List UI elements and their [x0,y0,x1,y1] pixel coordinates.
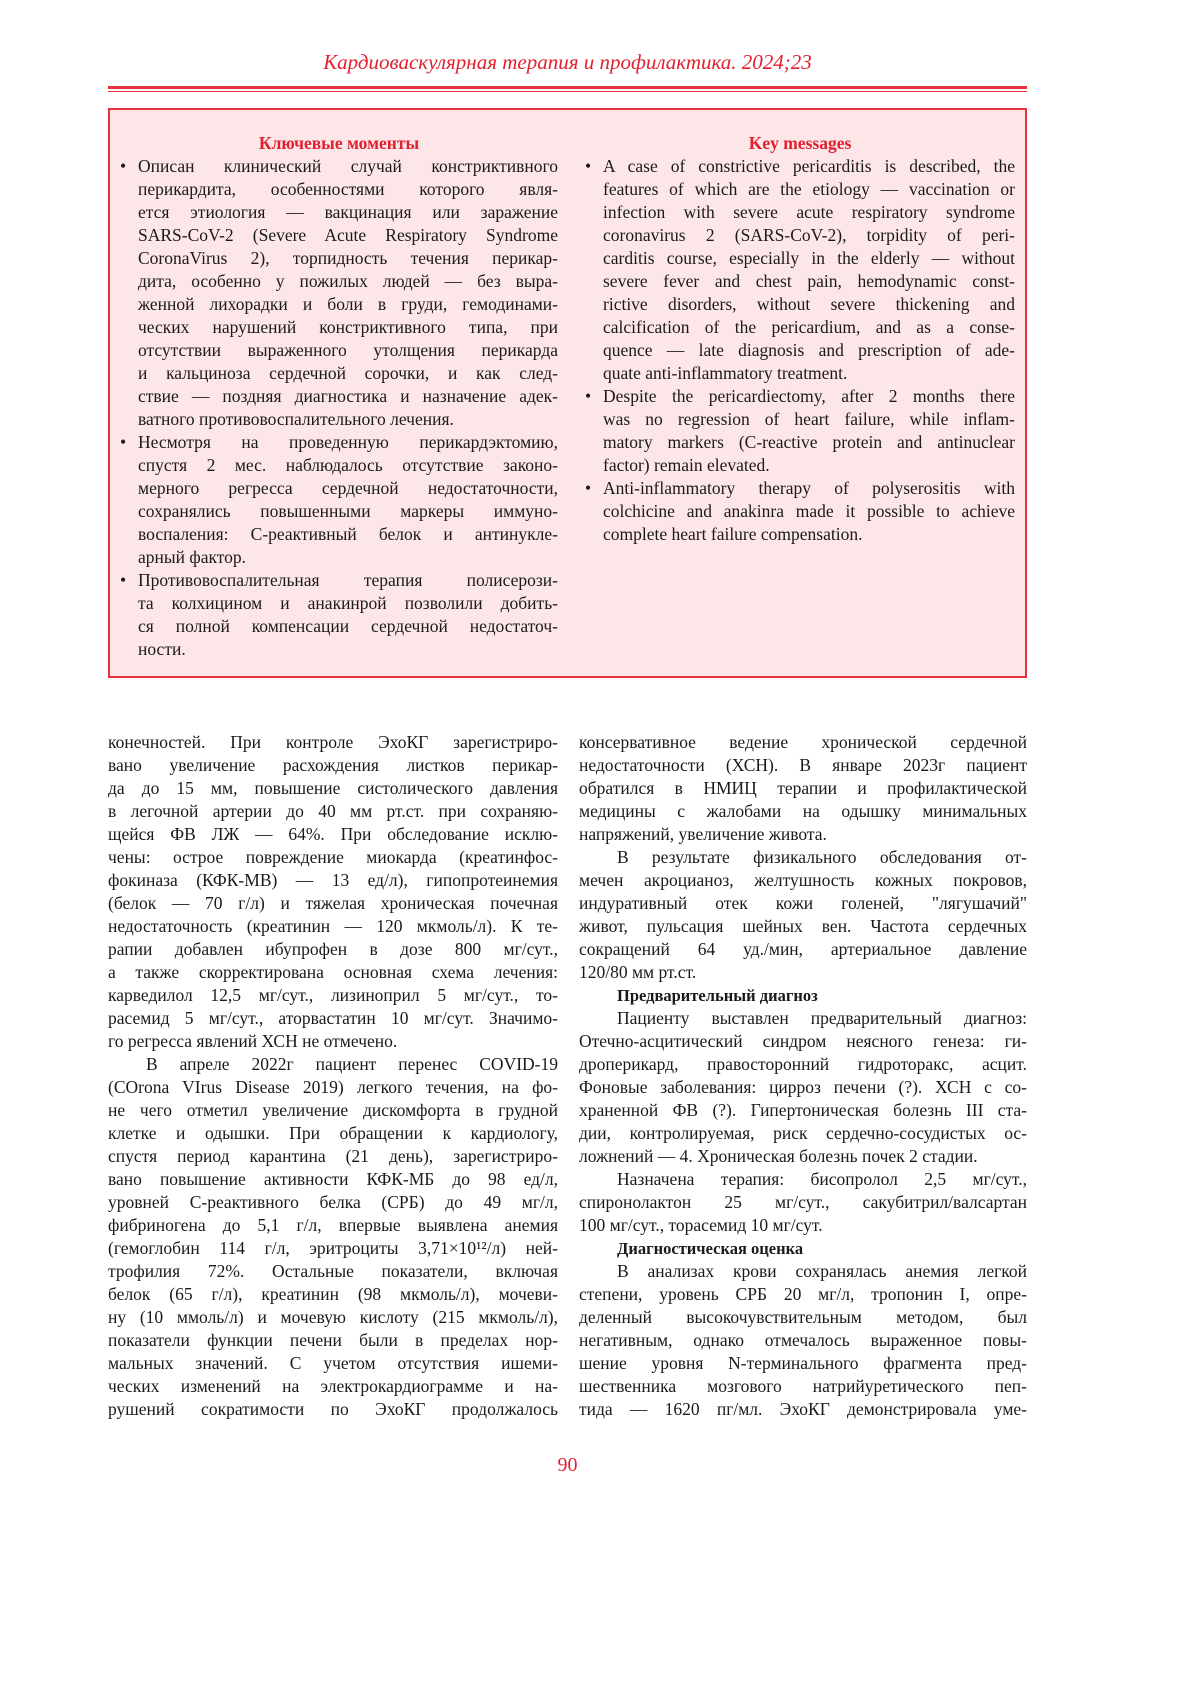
text-line: спустя период карантина (21 день), зарегистриро- [108,1145,558,1168]
key-message-bullet [120,431,558,569]
text-line: напряжений, увеличение живота. [579,823,1027,846]
text-line: ется этиология — вакцинация или заражение [138,201,558,224]
bullet-text [603,477,1015,546]
text-line: в легочной артерии до 40 мм рт.ст. при сохраняю- [108,800,558,823]
text-line: уровней С-реактивного белка (СРБ) до 49 мг/л, [108,1191,558,1214]
text-line: та колхицином и анакинрой позволили добить- [138,592,558,615]
text-line: воспаления: С-реактивный белок и антинукле- [138,523,558,546]
text-line: а также скорректирована основная схема лечения: [108,961,558,984]
text-line: coronavirus 2 (SARS-CoV-2), torpidity of peri- [603,224,1015,247]
text-line: calcification of the pericardium, and as a conse- [603,316,1015,339]
key-messages-ru-title: Ключевые моменты [120,132,558,155]
text-line: конечностей. При контроле ЭхоКГ зарегистриро- [108,731,558,754]
section-heading: Предварительный диагноз [579,984,1027,1007]
text-line: вано увеличение расхождения листков перикар- [108,754,558,777]
text-line: сокращений 64 уд./мин, артериальное давление [579,938,1027,961]
text-line: щейся ФВ ЛЖ — 64%. При обследование исклю- [108,823,558,846]
text-line: severe fever and chest pain, hemodynamic const- [603,270,1015,293]
paragraph [579,1260,1027,1421]
text-line: фокиназа (КФК-МВ) — 13 ед/л), гипопротеинемия [108,869,558,892]
text-line: мерного регресса сердечной недостаточности, [138,477,558,500]
text-line: дита, особенно у пожилых людей — без выра- [138,270,558,293]
bullet-text [138,431,558,569]
text-line: деленный высокочувствительным методом, был [579,1306,1027,1329]
key-message-bullet [585,155,1015,385]
bullet-text [603,155,1015,385]
key-messages-en [585,132,1015,546]
text-line: индуративный отек кожи голеней, "лягушачий" [579,892,1027,915]
text-line: A case of constrictive pericarditis is described, the [603,155,1015,178]
text-line: ну (10 ммоль/л) и мочевую кислоту (215 мкмоль/л), [108,1306,558,1329]
text-line: вано повышение активности КФК-МБ до 98 ед/л, [108,1168,558,1191]
text-line: В апреле 2022г пациент перенес COVID-19 [108,1053,558,1076]
text-line: ся полной компенсации сердечной недостаточ- [138,615,558,638]
bullet-text [138,155,558,431]
text-line: спиронолактон 25 мг/сут., сакубитрил/валсартан [579,1191,1027,1214]
text-line: не чего отметил увеличение дискомфорта в грудной [108,1099,558,1122]
text-line: женной лихорадки и боли в груди, гемодинами- [138,293,558,316]
text-line: рушений сократимости по ЭхоКГ продолжалось [108,1398,558,1421]
text-line: Пациенту выставлен предварительный диагноз: [579,1007,1027,1030]
text-line: Фоновые заболевания: цирроз печени (?). ХСН с со- [579,1076,1027,1099]
text-line: complete heart failure compensation. [603,523,1015,546]
bullet-icon: • [585,155,591,178]
text-line: matory markers (C-reactive protein and antinuclear [603,431,1015,454]
text-line: фибриногена до 5,1 г/л, впервые выявлена анемия [108,1214,558,1237]
text-line: степени, уровень СРБ 20 мг/л, тропонин I, опре- [579,1283,1027,1306]
key-message-bullet [120,155,558,431]
paragraph [579,1007,1027,1168]
journal-header: Кардиоваскулярная терапия и профилактика. 2024;23 [0,50,1135,75]
text-line: показатели функции печени были в пределах нор- [108,1329,558,1352]
text-line: infection with severe acute respiratory syndrome [603,201,1015,224]
text-line: ности. [138,638,558,661]
text-line: CoronaVirus 2), торпидность течения перикар- [138,247,558,270]
text-line: трофилия 72%. Остальные показатели, включая [108,1260,558,1283]
bullet-icon: • [585,385,591,408]
text-line: ложнений — 4. Хроническая болезнь почек 2 стадии. [579,1145,1027,1168]
text-line: чены: острое повреждение миокарда (креатинфос- [108,846,558,869]
text-line: сохранялись повышенными маркеры иммуно- [138,500,558,523]
text-line: дии, контролируемая, риск сердечно-сосудистых ос- [579,1122,1027,1145]
text-line: Anti-inflammatory therapy of polyserositis with [603,477,1015,500]
section-heading: Диагностическая оценка [579,1237,1027,1260]
text-line: тида — 1620 пг/мл. ЭхоКГ демонстрировала уме- [579,1398,1027,1421]
text-line: храненной ФВ (?). Гипертоническая болезнь III ста- [579,1099,1027,1122]
text-line: Отечно-асцитический синдром неясного генеза: ги- [579,1030,1027,1053]
paragraph [579,731,1027,846]
bullet-text [138,569,558,661]
paragraph [108,731,558,1053]
text-line: негативным, однако отмечалось выраженное повы- [579,1329,1027,1352]
text-line: SARS-CoV-2 (Severe Acute Respiratory Syndrome [138,224,558,247]
text-line: расемид 5 мг/сут., аторвастатин 10 мг/сут. Значимо- [108,1007,558,1030]
key-message-bullet [585,477,1015,546]
text-line: шение уровня N-терминального фрагмента пред- [579,1352,1027,1375]
paragraph [108,1053,558,1421]
text-line: мечен акроцианоз, желтушность кожных покровов, [579,869,1027,892]
paragraph [579,846,1027,984]
text-line: quate anti-inflammatory treatment. [603,362,1015,385]
text-line: клетке и одышки. При обращении к кардиологу, [108,1122,558,1145]
text-line: карведилол 12,5 мг/сут., лизиноприл 5 мг/сут., то- [108,984,558,1007]
text-line: ствие — поздняя диагностика и назначение адек- [138,385,558,408]
text-line: Назначена терапия: бисопролол 2,5 мг/сут., [579,1168,1027,1191]
text-line: В анализах крови сохранялась анемия легкой [579,1260,1027,1283]
text-line: перикардита, особенностями которого явля- [138,178,558,201]
key-message-bullet [585,385,1015,477]
text-line: отсутствии выраженного утолщения перикарда [138,339,558,362]
key-message-bullet [120,569,558,661]
text-line: ватного противовоспалительного лечения. [138,408,558,431]
text-line: живот, пульсация шейных вен. Частота сердечных [579,915,1027,938]
text-line: ческих нарушений констриктивного типа, при [138,316,558,339]
text-line: ческих изменений на электрокардиограмме и на- [108,1375,558,1398]
text-line: В результате физикального обследования от- [579,846,1027,869]
text-line: да до 15 мм, повышение систолического давления [108,777,558,800]
text-line: и кальциноза сердечной сорочки, и как след- [138,362,558,385]
text-line: дроперикард, правосторонний гидроторакс, асцит. [579,1053,1027,1076]
header-rule-thick [108,86,1027,89]
text-line: го регресса явлений ХСН не отмечено. [108,1030,558,1053]
text-line: rictive disorders, without severe thickening and [603,293,1015,316]
text-line: недостаточности (ХСН). В январе 2023г пациент [579,754,1027,777]
text-line: белок (65 г/л), креатинин (98 мкмоль/л), мочеви- [108,1283,558,1306]
text-line: features of which are the etiology — vaccination or [603,178,1015,201]
text-line: (COrona VIrus Disease 2019) легкого течения, на фо- [108,1076,558,1099]
text-line: мальных значений. С учетом отсутствия ишеми- [108,1352,558,1375]
text-line: обратился в НМИЦ терапии и профилактической [579,777,1027,800]
text-line: was no regression of heart failure, while inflam- [603,408,1015,431]
text-line: шественника мозгового натрийуретического пеп- [579,1375,1027,1398]
text-line: рапии добавлен ибупрофен в дозе 800 мг/сут., [108,938,558,961]
text-line: factor) remain elevated. [603,454,1015,477]
bullet-icon: • [120,431,126,454]
text-line: арный фактор. [138,546,558,569]
header-rule-thin [108,91,1027,92]
key-messages-ru [120,132,558,661]
body-column-left [108,731,558,1421]
bullet-icon: • [120,155,126,178]
text-line: Несмотря на проведенную перикардэктомию, [138,431,558,454]
text-line: Противовоспалительная терапия полисерози- [138,569,558,592]
page [0,0,1200,1698]
body-column-right [579,731,1027,1421]
text-line: (белок — 70 г/л) и тяжелая хроническая почечная [108,892,558,915]
text-line: медицины с жалобами на одышку минимальных [579,800,1027,823]
key-messages-box [108,108,1027,678]
text-line: консервативное ведение хронической сердечной [579,731,1027,754]
key-messages-en-title: Key messages [585,132,1015,155]
text-line: (гемоглобин 114 г/л, эритроциты 3,71×10¹²/л) ней- [108,1237,558,1260]
bullet-icon: • [120,569,126,592]
text-line: 100 мг/сут., торасемид 10 мг/сут. [579,1214,1027,1237]
text-line: 120/80 мм рт.ст. [579,961,1027,984]
text-line: quence — late diagnosis and prescription of ade- [603,339,1015,362]
bullet-icon: • [585,477,591,500]
text-line: carditis course, especially in the elderly — without [603,247,1015,270]
text-line: недостаточность (креатинин — 120 мкмоль/л). К те- [108,915,558,938]
text-line: Описан клинический случай констриктивного [138,155,558,178]
paragraph [579,1168,1027,1237]
bullet-text [603,385,1015,477]
text-line: Despite the pericardiectomy, after 2 months there [603,385,1015,408]
page-number: 90 [0,1454,1135,1477]
text-line: спустя 2 мес. наблюдалось отсутствие законо- [138,454,558,477]
text-line: colchicine and anakinra made it possible to achieve [603,500,1015,523]
